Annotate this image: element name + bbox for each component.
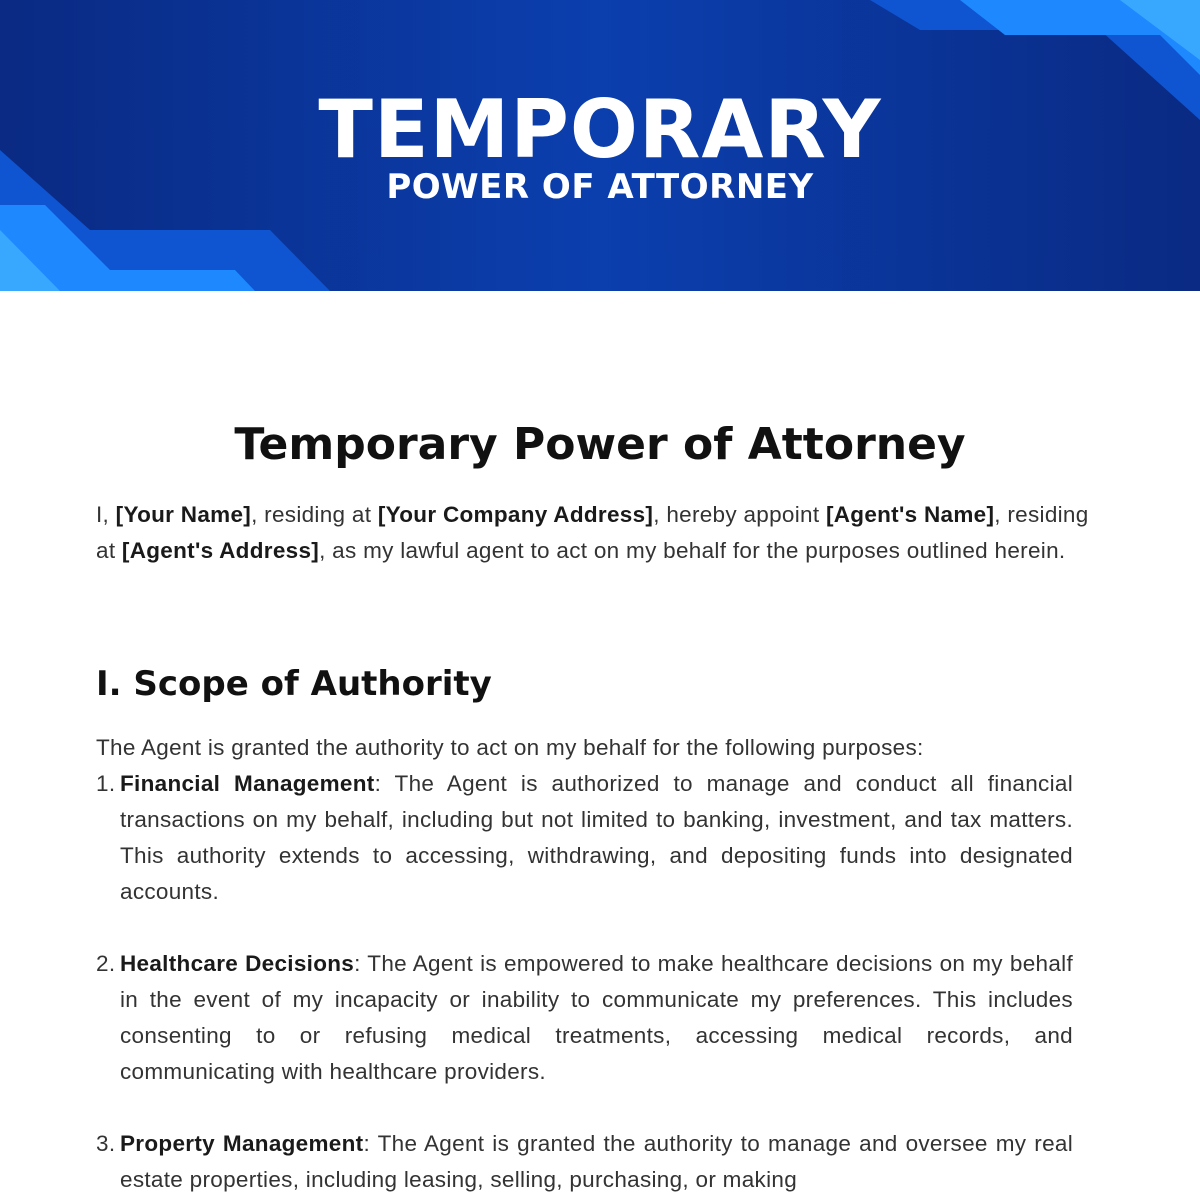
list-item-text: : The Agent is authorized to manage and conduct all financial transactions on my behalf, including but not limited to banking, investment, and tax matters. This authority extends to accessing, withdrawing, and depositing funds into designated accounts. <box>120 771 1073 904</box>
list-item-body <box>120 1126 1073 1198</box>
placeholder-agent-name: [Agent's Name] <box>825 502 995 527</box>
intro-text: , hereby appoint <box>653 502 826 527</box>
list-item-term: Healthcare Decisions <box>120 951 355 976</box>
list-item-number: 1. <box>96 771 116 796</box>
list-item <box>96 766 1073 910</box>
list-item <box>96 1126 1073 1198</box>
list-item-number: 2. <box>96 951 116 976</box>
banner-subtitle: POWER OF ATTORNEY <box>386 167 814 207</box>
placeholder-agent-address: [Agent's Address] <box>121 538 320 563</box>
section-intro: The Agent is granted the authority to act on my behalf for the following purposes: <box>96 735 924 760</box>
banner-title: TEMPORARY <box>318 83 882 176</box>
section-heading: I. Scope of Authority <box>96 664 492 704</box>
intro-text: , residing at <box>251 502 378 527</box>
list-item-text: : The Agent is granted the authority to manage and oversee my real estate properties, including leasing, selling, purchasing, or making <box>120 1131 1073 1192</box>
list-item <box>96 946 1073 1090</box>
intro-paragraph <box>96 497 1100 569</box>
list-item-term: Property Management <box>120 1131 364 1156</box>
list-item-body <box>120 946 1073 1090</box>
list-item-text: : The Agent is empowered to make healthcare decisions on my behalf in the event of my incapacity or inability to communicate my preferences. This includes consenting to or refusing medical treatments, accessing medical records, and communicating with healthcare providers. <box>120 951 1073 1084</box>
list-item-term: Financial Management <box>120 771 375 796</box>
intro-text: , residing at <box>96 502 1089 563</box>
placeholder-your-name: [Your Name] <box>115 502 252 527</box>
header-banner <box>0 0 1200 291</box>
intro-text: , as my lawful agent to act on my behalf for the purposes outlined herein. <box>319 538 1066 563</box>
intro-text: I, <box>96 502 116 527</box>
list-item-body <box>120 766 1073 910</box>
list-item-number: 3. <box>96 1131 116 1156</box>
placeholder-company-address: [Your Company Address] <box>377 502 654 527</box>
document-title: Temporary Power of Attorney <box>234 419 966 470</box>
